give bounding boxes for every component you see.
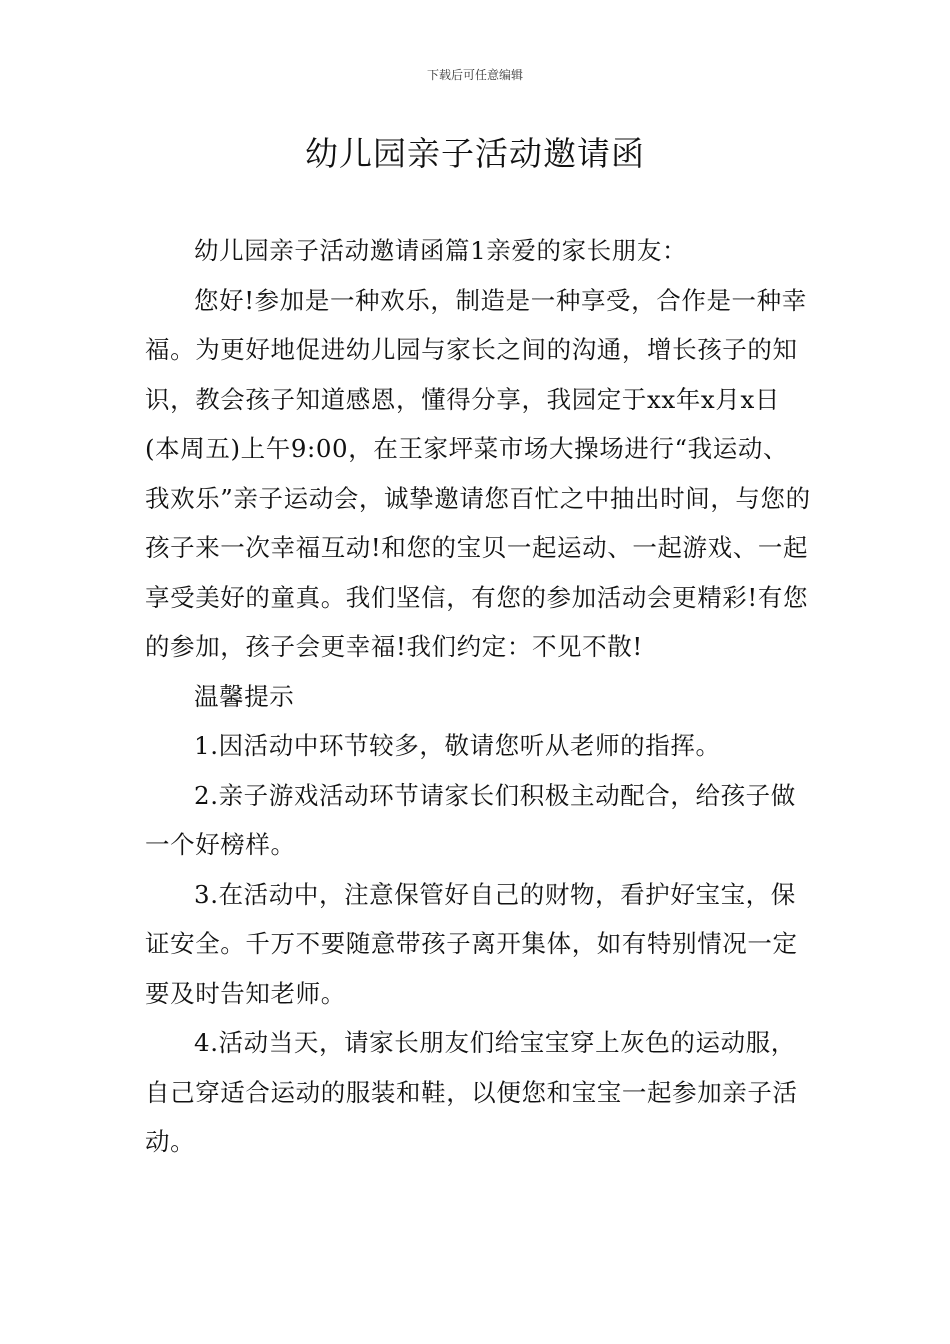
tips-heading: 温馨提示 [194, 681, 295, 711]
document-title: 幼儿园亲子活动邀请函 [305, 134, 645, 173]
invitation-paragraph: 您好!参加是一种欢乐，制造是一种享受，合作是一种幸福。为更好地促进幼儿园与家长之间的沟通，增长孩子的知识，教会孩子知道感恩，懂得分享，我园定于xx年x月x日(本周五)上午9:00，在王家坪菜市场大操场进行“我运动、我欢乐”亲子运动会，诚挚邀请您百忙之中抽出时间，与您的孩子来一次幸福互动!和您的宝贝一起运动、一起游戏、一起享受美好的童真。我们坚信，有您的参加活动会更精彩!有您的参加，孩子会更幸福!我们约定：不见不散! [145, 285, 811, 661]
tip-item-3: 3.在活动中，注意保管好自己的财物，看护好宝宝，保证安全。千万不要随意带孩子离开集体，如有特别情况一定要及时告知老师。 [145, 879, 798, 1008]
tip-item-1: 1.因活动中环节较多，敬请您听从老师的指挥。 [194, 731, 721, 760]
tip-item-4: 4.活动当天，请家长朋友们给宝宝穿上灰色的运动服，自己穿适合运动的服装和鞋，以便您和宝宝一起参加亲子活动。 [145, 1028, 798, 1156]
document-body [145, 226, 811, 1167]
header-note: 下载后可任意编辑 [426, 68, 523, 82]
tip-item-2: 2.亲子游戏活动环节请家长们积极主动配合，给孩子做一个好榜样。 [145, 780, 796, 859]
intro-paragraph: 幼儿园亲子活动邀请函篇1亲爱的家长朋友： [194, 236, 688, 265]
